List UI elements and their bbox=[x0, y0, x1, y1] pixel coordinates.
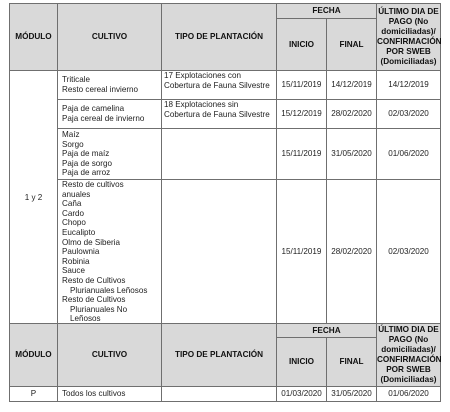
tipo-plantacion-text: 17 Explotaciones con Cobertura de Fauna Silvestre bbox=[164, 71, 270, 90]
header-ultimo-line: PAGO (No bbox=[388, 17, 429, 26]
header-fecha: FECHA bbox=[277, 324, 377, 338]
inicio-cell: 15/11/2019 bbox=[277, 129, 327, 180]
final-cell: 28/02/2020 bbox=[327, 100, 377, 129]
header-ultimo-line: CONFIRMACIÓN bbox=[377, 37, 442, 46]
header-ultimo-line: domiciliadas)/ bbox=[381, 27, 436, 36]
header-ultimo-dia bbox=[377, 324, 441, 387]
tipo-plantacion-cell bbox=[162, 129, 277, 180]
final-cell: 14/12/2019 bbox=[327, 71, 377, 100]
final-cell: 28/02/2020 bbox=[327, 180, 377, 325]
cultivo-item: Triticale bbox=[62, 75, 91, 85]
table-row bbox=[10, 129, 441, 180]
cultivo-cell bbox=[58, 100, 162, 129]
tipo-plantacion-cell bbox=[162, 100, 277, 129]
ultimo-dia-cell: 14/12/2019 bbox=[377, 71, 441, 100]
header-ultimo-line: (Domiciliadas) bbox=[380, 57, 437, 66]
table-row bbox=[10, 387, 441, 402]
header-ultimo-line: domiciliadas)/ bbox=[381, 345, 436, 354]
inicio-cell: 15/11/2019 bbox=[277, 71, 327, 100]
cultivo-item: Leñosos bbox=[70, 314, 101, 324]
header-ultimo-line: ÚLTIMO DIA DE bbox=[378, 325, 439, 334]
cultivo-item: Olmo de Siberia bbox=[62, 237, 121, 247]
cultivo-cell bbox=[58, 129, 162, 180]
inicio-cell: 01/03/2020 bbox=[277, 387, 327, 402]
cultivo-item: Paja cereal de invierno bbox=[62, 114, 145, 123]
cultivo-cell bbox=[58, 180, 162, 325]
cultivo-item: Resto de Cultivos bbox=[62, 295, 126, 305]
inicio-cell: 15/12/2019 bbox=[277, 100, 327, 129]
cultivo-item: Cardo bbox=[62, 208, 85, 218]
header-fecha: FECHA bbox=[277, 4, 377, 19]
header-inicio: INICIO bbox=[277, 19, 327, 71]
calendar-table-module-p bbox=[9, 323, 441, 402]
header-cultivo: CULTIVO bbox=[58, 324, 162, 387]
cultivo-cell bbox=[58, 71, 162, 100]
header-modulo: MÓDULO bbox=[10, 4, 58, 71]
cultivo-item: Paja de arroz bbox=[62, 168, 111, 178]
ultimo-dia-cell: 02/03/2020 bbox=[377, 180, 441, 325]
cultivo-cell: Todos los cultivos bbox=[58, 387, 162, 402]
header-modulo: MÓDULO bbox=[10, 324, 58, 387]
header-ultimo-line: CONFIRMACIÓN bbox=[377, 355, 442, 364]
header-ultimo-line: POR SWEB bbox=[386, 365, 431, 374]
cultivo-item: Resto de Cultivos bbox=[62, 275, 126, 285]
header-ultimo-line: POR SWEB bbox=[386, 47, 431, 56]
modulo-cell: 1 y 2 bbox=[10, 71, 58, 325]
cultivo-item: Robinia bbox=[62, 256, 90, 266]
cultivo-item: Resto de cultivos bbox=[62, 180, 124, 189]
header-ultimo-line: ÚLTIMO DIA DE bbox=[378, 7, 439, 16]
cultivo-item: Maíz bbox=[62, 130, 80, 140]
ultimo-dia-cell: 02/03/2020 bbox=[377, 100, 441, 129]
header-inicio: INICIO bbox=[277, 338, 327, 387]
tipo-plantacion-cell bbox=[162, 180, 277, 325]
header-ultimo-line: (Domiciliadas) bbox=[380, 375, 437, 384]
ultimo-dia-cell: 01/06/2020 bbox=[377, 129, 441, 180]
cultivo-item: Paja de sorgo bbox=[62, 158, 112, 168]
final-cell: 31/05/2020 bbox=[327, 129, 377, 180]
table-row bbox=[10, 100, 441, 129]
header-ultimo-line: PAGO (No bbox=[388, 335, 429, 344]
cultivo-item: Sauce bbox=[62, 266, 85, 276]
ultimo-dia-cell: 01/06/2020 bbox=[377, 387, 441, 402]
cultivo-item: Plurianuales No bbox=[70, 304, 128, 314]
tipo-plantacion-text: 18 Explotaciones sin Cobertura de Fauna Silvestre bbox=[164, 100, 270, 119]
modulo-cell: P bbox=[10, 387, 58, 402]
cultivo-item: Paja de camelina bbox=[62, 104, 125, 114]
header-tipo-plantacion: TIPO DE PLANTACIÓN bbox=[162, 4, 277, 71]
cultivo-item: Paulownia bbox=[62, 247, 100, 257]
cultivo-item: Plurianuales Leñosos bbox=[70, 285, 148, 295]
table-row bbox=[10, 180, 441, 325]
final-cell: 31/05/2020 bbox=[327, 387, 377, 402]
header-ultimo-dia bbox=[377, 4, 441, 71]
tipo-plantacion-cell bbox=[162, 71, 277, 100]
header-final: FINAL bbox=[327, 338, 377, 387]
tipo-plantacion-cell bbox=[162, 387, 277, 402]
inicio-cell: 15/11/2019 bbox=[277, 180, 327, 325]
cultivo-item: Sorgo bbox=[62, 139, 84, 149]
cultivo-item: Resto cereal invierno bbox=[62, 85, 139, 94]
cultivo-item: Chopo bbox=[62, 218, 86, 228]
table-row bbox=[10, 71, 441, 100]
cultivo-item: Eucalipto bbox=[62, 227, 96, 237]
header-cultivo: CULTIVO bbox=[58, 4, 162, 71]
header-final: FINAL bbox=[327, 19, 377, 71]
cultivo-item: Caña bbox=[62, 199, 82, 209]
cultivo-item: Paja de maíz bbox=[62, 149, 110, 159]
calendar-table-modules-1-2 bbox=[9, 3, 441, 325]
header-tipo-plantacion: TIPO DE PLANTACIÓN bbox=[162, 324, 277, 387]
cultivo-item: anuales bbox=[62, 189, 91, 199]
